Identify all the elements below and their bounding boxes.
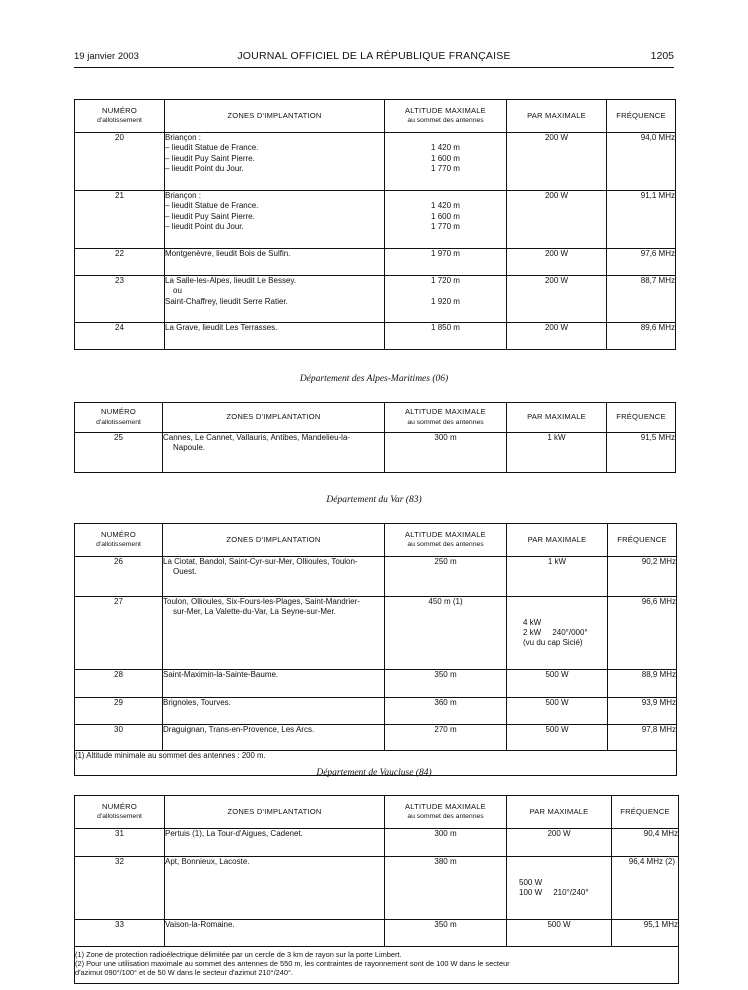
cell-frequence: 91,5 MHz: [607, 433, 676, 473]
col-header-altitude: ALTITUDE MAXIMALE au sommet des antennes: [385, 100, 507, 133]
cell-frequence: 90,4 MHz: [612, 829, 679, 857]
cell-altitude: 270 m: [385, 725, 507, 751]
cell-frequence: 89,6 MHz: [607, 323, 676, 350]
col-header-frequence: FRÉQUENCE: [608, 524, 677, 557]
cell-numero: 30: [75, 725, 163, 751]
table-row: [75, 597, 677, 670]
header-date: 19 janvier 2003: [74, 51, 139, 62]
cell-numero: 26: [75, 557, 163, 597]
cell-zone: Montgenèvre, lieudit Bois de Sulfin.: [165, 249, 385, 276]
cell-zone: Brignoles, Tourves.: [163, 698, 385, 725]
col-header-numero: NUMÉRO d'allotissement: [75, 524, 163, 557]
cell-frequence: 93,9 MHz: [608, 698, 677, 725]
header-journal-title: JOURNAL OFFICIEL DE LA RÉPUBLIQUE FRANÇAISE: [237, 50, 511, 62]
cell-zone: Briançon : – lieudit Statue de France. – lieudit Puy Saint Pierre. – lieudit Point du Jour.: [165, 191, 385, 249]
col-header-zones: ZONES D'IMPLANTATION: [165, 796, 385, 829]
cell-frequence: 88,9 MHz: [608, 670, 677, 698]
col-header-frequence: FRÉQUENCE: [607, 100, 676, 133]
cell-zone: Vaison-la-Romaine.: [165, 919, 385, 946]
table-header-row: [75, 524, 677, 557]
table-header-row: [75, 100, 676, 133]
cell-numero: 21: [75, 191, 165, 249]
col-header-frequence: FRÉQUENCE: [612, 796, 679, 829]
table-row: [75, 133, 676, 191]
col-header-par: PAR MAXIMALE: [507, 403, 607, 433]
col-header-zones: ZONES D'IMPLANTATION: [163, 524, 385, 557]
table-row: [75, 276, 676, 323]
cell-par: 4 kW 2 kW 240°/000° (vu du cap Sicié): [507, 597, 608, 670]
cell-frequence: 95,1 MHz: [612, 919, 679, 946]
cell-zone: La Salle-les-Alpes, lieudit Le Bessey. ou Saint-Chaffrey, lieudit Serre Ratier.: [165, 276, 385, 323]
cell-altitude: 1 970 m: [385, 249, 507, 276]
col-header-numero: NUMÉRO d'allotissement: [75, 403, 163, 433]
cell-frequence: 88,7 MHz: [607, 276, 676, 323]
cell-numero: 25: [75, 433, 163, 473]
table-row: [75, 557, 677, 597]
col-header-par: PAR MAXIMALE: [507, 100, 607, 133]
cell-frequence: 97,8 MHz: [608, 725, 677, 751]
cell-frequence: 96,6 MHz: [608, 597, 677, 670]
col-header-altitude: ALTITUDE MAXIMALE au sommet des antennes: [385, 796, 507, 829]
cell-par: 200 W: [507, 191, 607, 249]
table-var: [74, 523, 677, 776]
header-page-number: 1205: [650, 50, 674, 62]
cell-zone: Apt, Bonnieux, Lacoste.: [165, 857, 385, 920]
table-header-row: [75, 796, 679, 829]
table-row: [75, 829, 679, 857]
table-header-row: [75, 403, 676, 433]
cell-par: 200 W: [507, 323, 607, 350]
cell-altitude: 350 m: [385, 919, 507, 946]
col-header-zones: ZONES D'IMPLANTATION: [165, 100, 385, 133]
cell-zone: Cannes, Le Cannet, Vallauris, Antibes, Mandelieu-la- Napoule.: [163, 433, 385, 473]
cell-altitude: 300 m: [385, 829, 507, 857]
cell-zone: La Grave, lieudit Les Terrasses.: [165, 323, 385, 350]
table-row: [75, 857, 679, 920]
cell-frequence: 94,0 MHz: [607, 133, 676, 191]
col-header-altitude: ALTITUDE MAXIMALE au sommet des antennes: [385, 403, 507, 433]
cell-par: 1 kW: [507, 557, 608, 597]
col-header-par: PAR MAXIMALE: [507, 524, 608, 557]
cell-par: 1 kW: [507, 433, 607, 473]
header-rule: [74, 67, 674, 68]
col-header-frequence: FRÉQUENCE: [607, 403, 676, 433]
section-title-alpes-maritimes: Département des Alpes-Maritimes (06): [299, 374, 449, 384]
cell-altitude: 360 m: [385, 698, 507, 725]
cell-numero: 27: [75, 597, 163, 670]
cell-altitude: 450 m (1): [385, 597, 507, 670]
cell-altitude: 350 m: [385, 670, 507, 698]
col-header-altitude: ALTITUDE MAXIMALE au sommet des antennes: [385, 524, 507, 557]
table-row: [75, 725, 677, 751]
cell-zone: Pertuis (1), La Tour-d'Aigues, Cadenet.: [165, 829, 385, 857]
page-header: [74, 49, 674, 67]
cell-par: 500 W: [507, 698, 608, 725]
cell-numero: 33: [75, 919, 165, 946]
cell-numero: 32: [75, 857, 165, 920]
cell-numero: 24: [75, 323, 165, 350]
table-footnote: (1) Altitude minimale au sommet des antennes : 200 m.: [75, 751, 677, 776]
cell-par: 200 W: [507, 133, 607, 191]
table-notes-row: [75, 946, 679, 983]
table-vaucluse: [74, 795, 679, 984]
cell-par: 500 W: [507, 919, 612, 946]
cell-par: 500 W: [507, 725, 608, 751]
cell-zone: Saint-Maximin-la-Sainte-Baume.: [163, 670, 385, 698]
cell-altitude: 1 850 m: [385, 323, 507, 350]
cell-zone: Briançon : – lieudit Statue de France. – lieudit Puy Saint Pierre. – lieudit Point du Jour.: [165, 133, 385, 191]
table-alpes-maritimes: [74, 402, 676, 473]
table-hautes-alpes: [74, 99, 676, 350]
cell-zone: Toulon, Ollioules, Six-Fours-les-Plages, Saint-Mandrier- sur-Mer, La Valette-du-Var, La Seyne-sur-Mer.: [163, 597, 385, 670]
cell-altitude: 300 m: [385, 433, 507, 473]
cell-par: 200 W: [507, 249, 607, 276]
section-title-var: Département du Var (83): [326, 495, 422, 505]
col-header-par: PAR MAXIMALE: [507, 796, 612, 829]
cell-frequence: 96,4 MHz (2): [612, 857, 679, 920]
table-row: [75, 919, 679, 946]
cell-par: 500 W: [507, 670, 608, 698]
col-header-numero: NUMÉRO d'allotissement: [75, 100, 165, 133]
cell-altitude: 1 420 m 1 600 m 1 770 m: [385, 133, 507, 191]
cell-numero: 31: [75, 829, 165, 857]
table-row: [75, 191, 676, 249]
col-header-numero: NUMÉRO d'allotissement: [75, 796, 165, 829]
cell-altitude: 1 720 m 1 920 m: [385, 276, 507, 323]
cell-altitude: 250 m: [385, 557, 507, 597]
table-row: [75, 249, 676, 276]
table-row: [75, 433, 676, 473]
cell-frequence: 97,6 MHz: [607, 249, 676, 276]
cell-par: 200 W: [507, 276, 607, 323]
cell-numero: 29: [75, 698, 163, 725]
cell-altitude: 380 m: [385, 857, 507, 920]
cell-numero: 28: [75, 670, 163, 698]
cell-zone: Draguignan, Trans-en-Provence, Les Arcs.: [163, 725, 385, 751]
table-row: [75, 670, 677, 698]
cell-par: 200 W: [507, 829, 612, 857]
cell-par: 500 W 100 W 210°/240°: [507, 857, 612, 920]
cell-numero: 23: [75, 276, 165, 323]
cell-zone: La Ciotat, Bandol, Saint-Cyr-sur-Mer, Ollioules, Toulon- Ouest.: [163, 557, 385, 597]
table-row: [75, 323, 676, 350]
table-footnotes: (1) Zone de protection radioélectrique délimitée par un cercle de 3 km de rayon sur la porte Limbert. (2) Pour une utilisation maximale au sommet des antennes de 550 m, les contraintes de rayonnement sont de 100 W dans le secteur d'azimut 090°/100° et de 50 W dans le secteur d'azimut 210°/240°.: [75, 946, 679, 983]
cell-frequence: 90,2 MHz: [608, 557, 677, 597]
section-title-vaucluse: Département de Vaucluse (84): [316, 768, 432, 778]
cell-numero: 20: [75, 133, 165, 191]
cell-altitude: 1 420 m 1 600 m 1 770 m: [385, 191, 507, 249]
table-row: [75, 698, 677, 725]
col-header-zones: ZONES D'IMPLANTATION: [163, 403, 385, 433]
cell-frequence: 91,1 MHz: [607, 191, 676, 249]
cell-numero: 22: [75, 249, 165, 276]
